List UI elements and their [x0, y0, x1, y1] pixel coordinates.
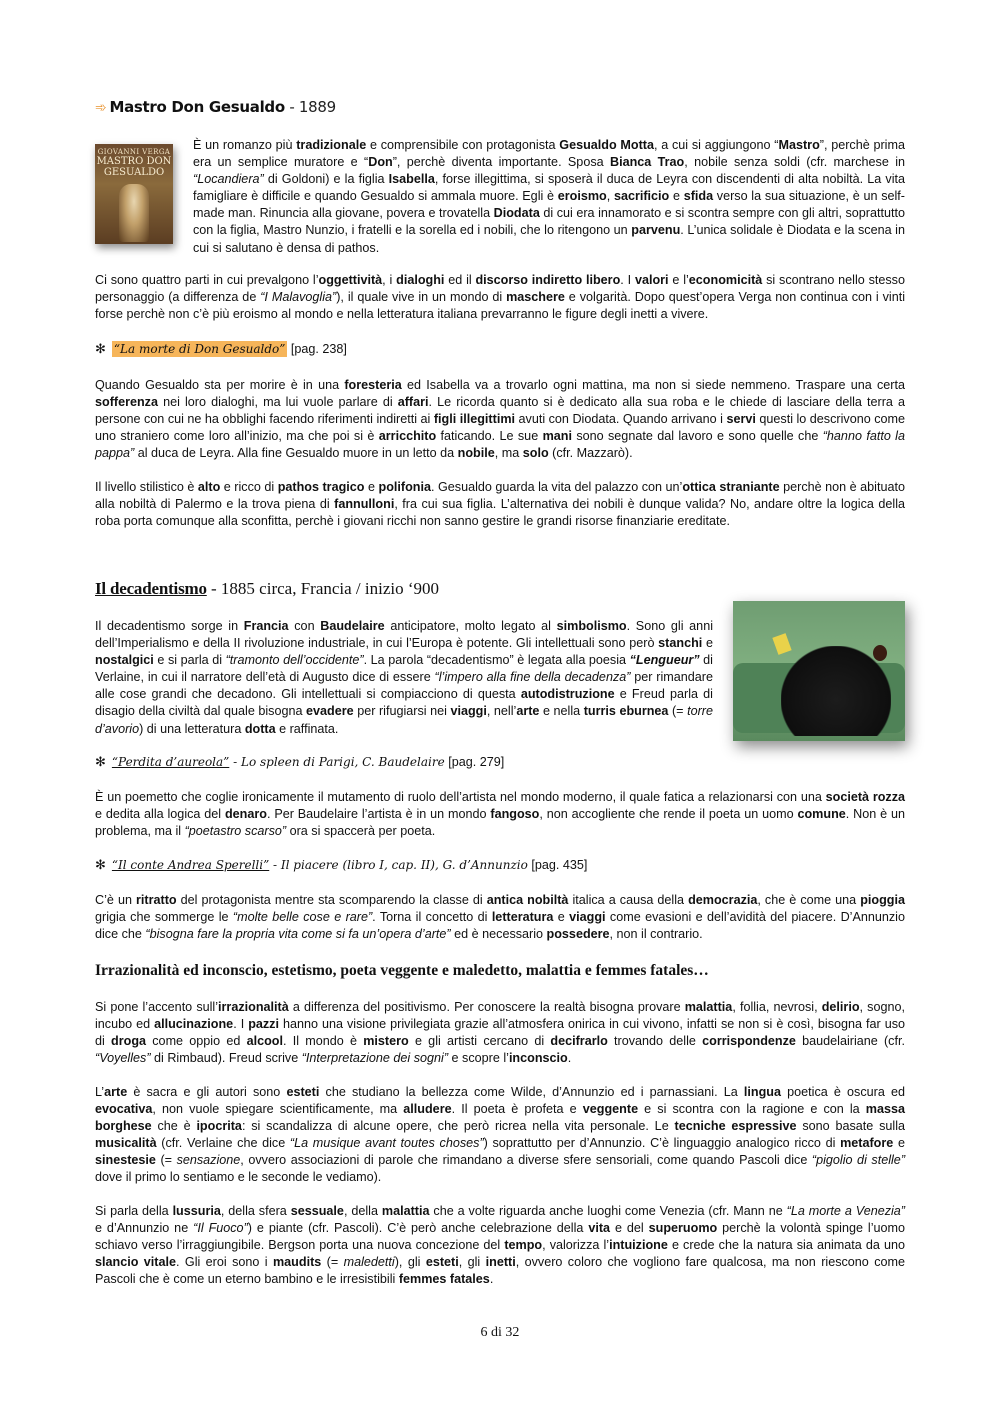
asterisk-icon: ✻	[95, 858, 106, 873]
paragraph-gesualdo-death: Quando Gesualdo sta per morire è in una foresteria ed Isabella va a trovarlo ogni mattina, ma non si siede nemmeno. Traspare una certa sofferenza nei loro dialoghi, ma lui vuole parlare di affari. Le ricorda quanto si è dedicato alla sua roba e le chiede di lasciare della terra a persone con cui ne ha obblighi facendo riferimenti indiretti ai figli illegittimi avuti con Diodata. Quando arrivano i servi questi lo descrivono come uno straniero come loro all’inizio, ma che poi si è arricchito faticando. Le sue mani sono segnate dal lavoro e sono quelle che “hanno fatto la pappa” al duca de Leyra. Alla fine Gesualdo muore in un letto da nobile, ma solo (cfr. Mazzarò).	[95, 378, 906, 461]
page-number: 6 di 32	[480, 1325, 520, 1340]
paragraph-gesualdo-intro: È un romanzo più tradizionale e comprensibile con protagonista Gesualdo Motta, a cui si aggiungono “Mastro”, perchè prima era un semplice muratore e “Don”, perchè diventa importante. Sposa Bianca Trao, nobile senza soldi (cfr. marchese in “Locandiera” di Goldoni) e la figlia Isabella, forse illegittima, si sposerà il duca de Leyra con discendenti di alta nobiltà. La vita famigliare è difficile e quando Gesualdo si ammala muore. Egli è eroismo, sacrificio e sfida verso la sua situazione, è un self-made man. Rinuncia alla giovane, povera e trovatella Diodata di cui era innamorato e si scontra sempre con gli altri, soprattutto con la figlia, Mastro Nunzio, i fratelli e la sorella ed i nobili, che lo ritengono un parvenu. L’unica solidale è Diodata e la scena in cui si salutano è densa di pathos.	[193, 138, 906, 255]
paragraph-decadentismo-intro: Il decadentismo sorge in Francia con Baudelaire anticipatore, molto legato al simbolismo. Sono gli anni dell’Imperialismo e della II rivoluzione industriale, in cui l’Europa è potente. Gli intellettuali sono però stanchi e nostalgici e si parla di “tramonto dell’occidente”. La parola “decadentismo” è legata alla poesia “Lengueur” di Verlaine, in cui il narratore dell’età di Augusto dice di essere “l’impero alla fine della decadenza” per rimandare alle cose grandi che decadono. Gli intellettuali si compiacciono di questa autodistruzione e Freud parla di disagio della civiltà dal quale bisogna evadere per rifugiarsi nei viaggi, nell’arte e nella turris eburnea (= torre d’avorio) di una letteratura dotta e raffinata.	[95, 619, 713, 736]
book-cover-image	[95, 144, 173, 244]
paragraph-gesualdo-style: Il livello stilistico è alto e ricco di pathos tragico e polifonia. Gesualdo guarda la vita del palazzo con un’ottica straniante perchè non è abituato alla nobiltà di Palermo e la trova piena di fannulloni, fra cui sua figlia. L’alternativa dei nobili è dunque valida? No, andare oltre la logica della roba porta comunque alla sconfitta, perchè i giovani ricchi non sanno gestire le grandi risorse finanziarie ereditate.	[95, 480, 905, 529]
paragraph-lussuria: Si parla della lussuria, della sfera sessuale, della malattia che a volte riguarda anche luoghi come Venezia (cfr. Mann ne “La morte a Venezia” e d’Annunzio ne “Il Fuoco”) e piante (cfr. Pascoli). C’è però anche celebrazione della vita e del superuomo perchè la volontà spinge l’uomo schiavo verso l’irraggiungibile. Bergson porta una nuova concezione del tempo, valorizza l’intuizione e crede che la natura sia animata da uno slancio vitale. Gli eroi sono i maudits (= maledetti), gli esteti, gli inetti, ovvero coloro che vogliono fare qualcosa, ma non riescono come Pascoli che è come un eterno bambino e le irresistibili femmes fatales.	[95, 1204, 906, 1287]
section-heading-irrazionalita: Irrazionalità ed inconscio, estetismo, poeta veggente e maledetto, malattia e femmes fatales…	[95, 962, 709, 979]
paragraph-baudelaire: È un poemetto che coglie ironicamente il mutamento di ruolo dell’artista nel mondo moderno, il quale fatica a relazionarsi con una società rozza e dedita alla logica del denaro. Per Baudelaire l’artista è in un mondo fangoso, non accogliente che rende il poeta un uomo comune. Non è un problema, ma il “poetastro scarso” ora si spaccerà per poeta.	[95, 790, 906, 839]
cover-author: GIOVANNI VERGA	[97, 148, 171, 156]
reference-page: [pag. 238]	[290, 342, 347, 356]
reference-source: - Lo spleen di Parigi, C. Baudelaire	[229, 755, 445, 769]
reference-perdita-aureola	[95, 754, 504, 771]
section-heading-decadentismo	[95, 579, 439, 599]
arrow-icon: ➾	[95, 100, 107, 116]
reference-andrea-sperelli	[95, 857, 587, 874]
reference-la-morte	[95, 341, 347, 358]
paragraph-dannunzio: C’è un ritratto del protagonista mentre sta scomparendo la classe di antica nobiltà italica a causa della democrazia, che è come una pioggia grigia che sommerge le “molte belle cose e rare”. Torna il concetto di letteratura e viaggi come evasioni e dell’avidità del piacere. D’Annunzio dice che “bisogna fare la propria vita come si fa un’opera d’arte” ed è necessario possedere, non il contrario.	[95, 893, 905, 942]
reference-page: [pag. 435]	[531, 858, 588, 872]
paragraph-arte-esteti: L’arte è sacra e gli autori sono esteti che studiano la bellezza come Wilde, d’Annunzio ed i parnassiani. La lingua poetica è oscura ed evocativa, non vuole spiegare scientificamente, ma alludere. Il poeta è profeta e veggente e si scontra con la ragione e con la massa borghese che è ipocrita: si scandalizza di alcune opere, che però ricrea nella vita personale. Le tecniche espressive sono basate sulla musicalità (cfr. Verlaine che dice “La musique avant toutes choses”) soprattutto per d’Annunzio. C’è linguaggio analogico ricco di metafore e sinestesie (= sensazione, ovvero associazioni di parole che rimandano a diverse sfere sensoriali, come quando Pascoli dice “pigolio di stelle” dove il primo lo sentiamo e le seconde le vediamo).	[95, 1085, 906, 1185]
heading-year: - 1889	[289, 98, 336, 116]
painting-head	[873, 645, 887, 661]
painting-image	[733, 601, 905, 741]
reference-title: “La morte di Don Gesualdo”	[113, 342, 286, 356]
paragraph-irrazionalita: Si pone l’accento sull’irrazionalità a differenza del positivismo. Per conoscere la realtà bisogna provare malattia, follia, nevrosi, delirio, sogno, incubo ed allucinazione. I pazzi hanno una visione privilegiata grazie all’atmosfera onirica in cui vivono, infatti se non si è così, bisogna far uso di droga come oppio ed alcool. Il mondo è mistero e gli artisti cercano di decifrarlo trovando delle corrispondenze baudelairiane (cfr. “Voyelles” di Rimbaud). Freud scrive “Interpretazione dei sogni” e scopre l’inconscio.	[95, 1000, 906, 1066]
painting-figure	[781, 646, 891, 736]
asterisk-icon: ✻	[95, 755, 106, 770]
paragraph-gesualdo-parts: Ci sono quattro parti in cui prevalgono l’oggettività, i dialoghi ed il discorso indiretto libero. I valori e l’economicità si scontrano nello stesso personaggio (a differenza de “I Malavoglia”), il quale vive in un mondo di maschere e volgarità. Dopo quest’opera Verga non continua con i vinti forse perchè non c’è più eroismo al mondo e nella letteratura italiana prevarranno le figure degli inetti a vivere.	[95, 273, 906, 322]
reference-title: “Il conte Andrea Sperelli”	[111, 858, 270, 872]
section-heading-mastro-don-gesualdo	[95, 98, 336, 116]
reference-title: “Perdita d’aureola”	[111, 755, 230, 769]
heading-title: Il decadentismo	[95, 579, 207, 598]
heading-subtitle: - 1885 circa, Francia / inizio ‘900	[206, 579, 440, 598]
reference-source: - Il piacere (libro I, cap. II), G. d’Annunzio	[269, 858, 528, 872]
heading-title: Mastro Don Gesualdo	[109, 98, 285, 116]
reference-page: [pag. 279]	[448, 755, 505, 769]
asterisk-icon: ✻	[95, 342, 106, 357]
cover-title: MASTRO DON GESUALDO	[96, 156, 172, 178]
cover-figure	[119, 184, 149, 242]
